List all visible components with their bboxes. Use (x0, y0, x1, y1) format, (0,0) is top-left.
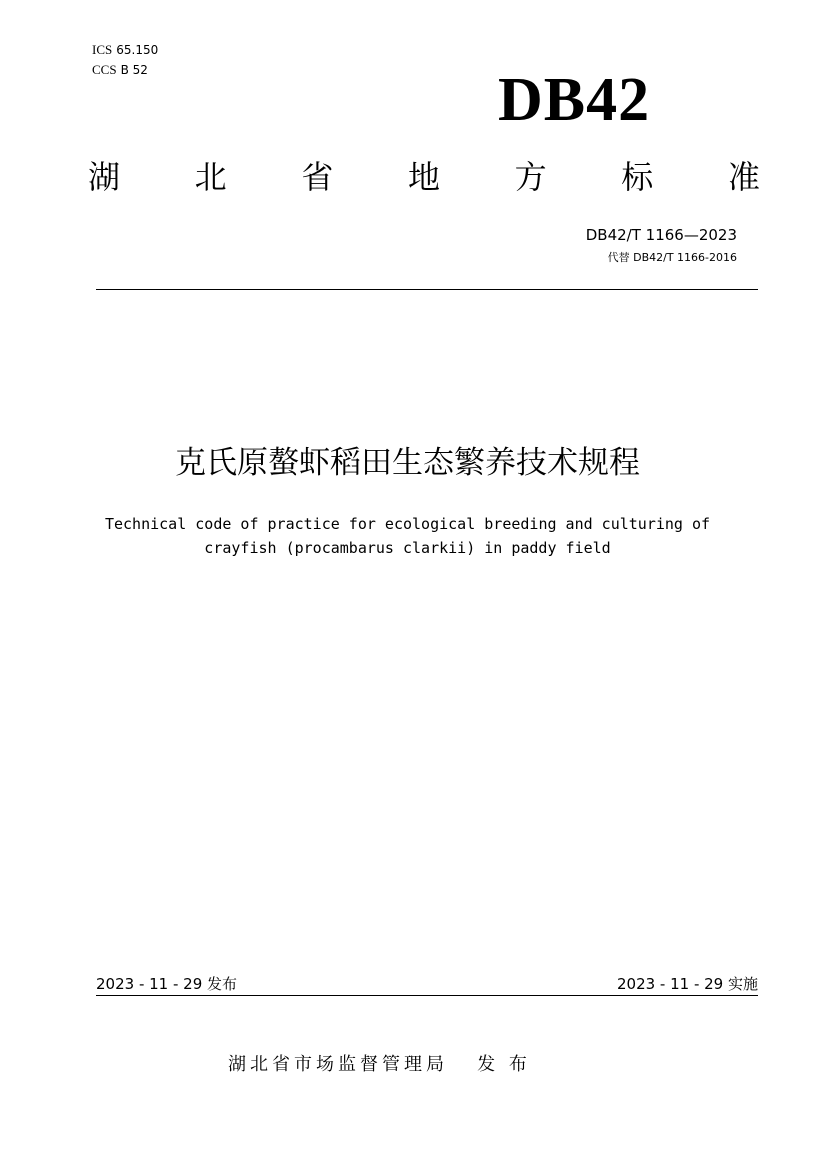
document-title-english (0, 512, 815, 560)
ccs-line (92, 60, 158, 80)
publisher-line (228, 1052, 531, 1078)
english-title-line: crayfish (procambarus clarkii) in paddy field (204, 539, 611, 557)
classification-codes (92, 40, 158, 80)
standard-type-char: 省 (301, 158, 334, 196)
standard-type-char: 湖 (88, 158, 121, 196)
standard-type-char: 北 (194, 158, 227, 196)
ccs-code: B 52 (120, 63, 148, 77)
standard-type-char: 方 (514, 158, 547, 196)
ics-line (92, 40, 158, 60)
ics-code: 65.150 (116, 43, 159, 57)
standard-type-title (88, 155, 760, 199)
footer-divider (96, 995, 758, 996)
standard-type-char: 准 (727, 158, 760, 196)
replaces-standard: 代替 DB42/T 1166-2016 (607, 251, 737, 264)
english-title-line: Technical code of practice for ecological breeding and culturing of (104, 515, 711, 533)
standard-type-char: 地 (407, 158, 440, 196)
publish-word: 发 布 (477, 1054, 531, 1075)
ccs-label: CCS (92, 62, 117, 77)
publisher-name: 湖北省市场监督管理局 (228, 1054, 448, 1075)
document-title-chinese: 克氏原螯虾稻田生态繁养技术规程 (175, 445, 640, 481)
implementation-date: 2023 - 11 - 29 实施 (616, 975, 758, 993)
header-divider (96, 289, 758, 290)
standard-number: DB42/T 1166—2023 (585, 226, 737, 244)
standard-type-char: 标 (621, 158, 654, 196)
ics-label: ICS (92, 42, 113, 57)
standard-logo: DB42 (498, 66, 651, 134)
issue-date: 2023 - 11 - 29 发布 (96, 975, 238, 993)
